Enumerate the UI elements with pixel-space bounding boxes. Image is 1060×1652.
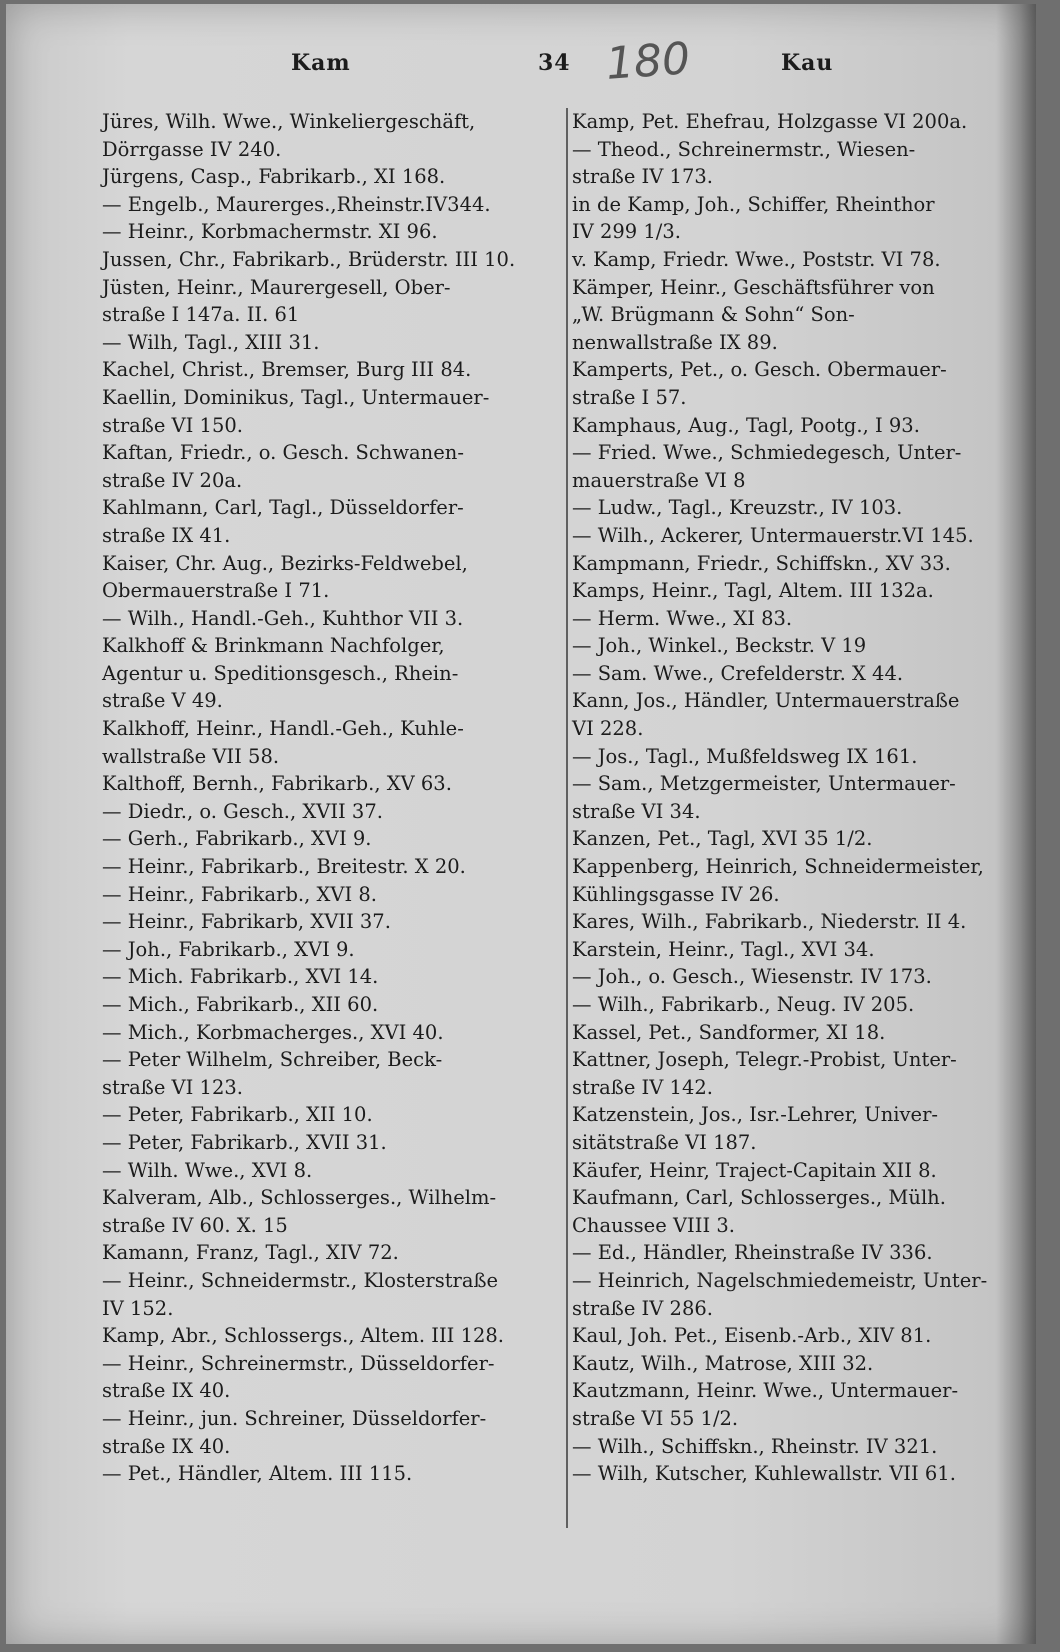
directory-line-text: straße VI 34. — [572, 799, 701, 823]
directory-line — [572, 660, 1012, 688]
directory-line-text: wallstraße VII 58. — [102, 744, 280, 768]
left-keyword: Kam — [291, 50, 351, 76]
directory-line — [102, 908, 542, 936]
directory-line-text: — Pet., Händler, Altem. III 115. — [102, 1462, 413, 1486]
directory-line-text: Kämper, Heinr., Geschäftsführer von — [572, 275, 935, 299]
directory-line-text: straße IV 20a. — [102, 468, 243, 492]
directory-line-text: — Peter, Fabrikarb., XVII 31. — [102, 1130, 387, 1154]
directory-line-text: Kamps, Heinr., Tagl, Altem. III 132a. — [572, 579, 934, 603]
directory-line — [572, 825, 1012, 853]
directory-line — [572, 329, 1012, 357]
directory-line-text: — Heinr., Schneidermstr., Klosterstraße — [102, 1268, 499, 1292]
directory-line — [572, 301, 1012, 329]
directory-line-text: — Theod., Schreinermstr., Wiesen- — [572, 137, 916, 161]
directory-line — [102, 1101, 542, 1129]
directory-line — [102, 798, 542, 826]
directory-line — [102, 439, 542, 467]
directory-line-text: — Mich., Fabrikarb., XII 60. — [102, 993, 379, 1016]
directory-line — [102, 770, 542, 798]
directory-line-text: Kautzmann, Heinr. Wwe., Untermauer- — [572, 1379, 959, 1403]
directory-line-text: — Wilh., Fabrikarb., Neug. IV 205. — [572, 993, 915, 1016]
directory-page — [6, 4, 1036, 1644]
directory-line-text: — Heinrich, Nagelschmiedemeistr, Unter- — [572, 1268, 988, 1292]
directory-line — [572, 412, 1012, 440]
directory-line — [572, 191, 1012, 219]
right-column — [572, 108, 1012, 1488]
directory-line — [572, 605, 1012, 633]
directory-line — [572, 991, 1012, 1019]
directory-line-text: straße IX 41. — [102, 523, 231, 547]
directory-line — [572, 577, 1012, 605]
directory-line — [102, 136, 542, 164]
directory-line — [572, 1377, 1012, 1405]
directory-line-text: straße IV 286. — [572, 1296, 713, 1320]
directory-line — [572, 687, 1012, 715]
directory-line-text: Obermauerstraße I 71. — [102, 579, 330, 603]
directory-line — [102, 1460, 542, 1488]
directory-line-text: mauerstraße VI 8 — [572, 468, 746, 492]
directory-line-text: „W. Brügmann & Sohn“ Son- — [572, 303, 855, 327]
directory-line-text: Kaftan, Friedr., o. Gesch. Schwanen- — [102, 441, 464, 465]
directory-line-text: — Wilh., Handl.-Geh., Kuhthor VII 3. — [102, 606, 464, 630]
directory-line-text: — Jos., Tagl., Mußfeldsweg IX 161. — [572, 744, 918, 768]
directory-line-text: — Wilh. Wwe., XVI 8. — [102, 1158, 313, 1182]
directory-line — [572, 439, 1012, 467]
directory-line — [572, 1184, 1012, 1212]
directory-line-text: — Joh., Fabrikarb., XVI 9. — [102, 937, 355, 961]
directory-line — [102, 881, 542, 909]
directory-line-text: — Joh., Winkel., Beckstr. V 19 — [572, 634, 867, 658]
directory-line — [572, 1129, 1012, 1157]
directory-line-text: straße V 49. — [102, 689, 223, 713]
directory-line-text: IV 152. — [102, 1296, 174, 1320]
directory-line-text: Dörrgasse IV 240. — [102, 137, 282, 161]
directory-line — [102, 605, 542, 633]
directory-line — [102, 687, 542, 715]
directory-line-text: Kalveram, Alb., Schlosserges., Wilhelm- — [102, 1186, 497, 1210]
directory-line — [572, 1101, 1012, 1129]
directory-line-text: Kamperts, Pet., o. Gesch. Obermauer- — [572, 358, 947, 382]
directory-line-text: Käufer, Heinr, Traject-Capitain XII 8. — [572, 1158, 937, 1182]
directory-line-text: Jürgens, Casp., Fabrikarb., XI 168. — [102, 165, 446, 189]
directory-line-text: Jüres, Wilh. Wwe., Winkeliergeschäft, — [102, 110, 476, 133]
directory-line — [102, 743, 542, 771]
directory-line-text: — Fried. Wwe., Schmiedegesch, Unter- — [572, 441, 962, 465]
directory-line — [102, 246, 542, 274]
directory-line-text: — Wilh, Kutscher, Kuhlewallstr. VII 61. — [572, 1462, 956, 1486]
directory-line-text: — Heinr., Fabrikarb., XVI 8. — [102, 882, 377, 906]
directory-line — [572, 1239, 1012, 1267]
directory-line — [572, 1212, 1012, 1240]
directory-line — [102, 1046, 542, 1074]
directory-line — [102, 963, 542, 991]
directory-line — [572, 1350, 1012, 1378]
directory-line-text: straße I 57. — [572, 385, 687, 409]
right-keyword: Kau — [781, 50, 834, 76]
directory-line — [102, 660, 542, 688]
directory-line — [102, 494, 542, 522]
directory-line-text: Kamp, Pet. Ehefrau, Holzgasse VI 200a. — [572, 110, 968, 133]
directory-line-text: — Ed., Händler, Rheinstraße IV 336. — [572, 1241, 933, 1265]
directory-line-text: Katzenstein, Jos., Isr.-Lehrer, Univer- — [572, 1103, 938, 1127]
directory-line-text: — Engelb., Maurerges.,Rheinstr.IV344. — [102, 192, 491, 216]
directory-line-text: straße IV 142. — [572, 1075, 713, 1099]
directory-line-text: — Sam., Metzgermeister, Untermauer- — [572, 772, 956, 796]
directory-line-text: Kamp, Abr., Schlossergs., Altem. III 128. — [102, 1324, 504, 1348]
handwritten-number: 180 — [604, 33, 692, 90]
page-header — [6, 33, 1036, 90]
directory-line-text: in de Kamp, Joh., Schiffer, Rheinthor — [572, 192, 935, 216]
directory-line-text: — Ludw., Tagl., Kreuzstr., IV 103. — [572, 496, 903, 520]
directory-line — [572, 798, 1012, 826]
directory-line — [102, 329, 542, 357]
directory-line — [572, 163, 1012, 191]
directory-line-text: Kaufmann, Carl, Schlosserges., Mülh. — [572, 1186, 946, 1210]
directory-line — [572, 936, 1012, 964]
directory-line — [102, 384, 542, 412]
directory-line — [102, 1019, 542, 1047]
page-number: 34 — [538, 50, 571, 76]
directory-line — [102, 1295, 542, 1323]
directory-line — [102, 1157, 542, 1185]
directory-line — [572, 356, 1012, 384]
directory-line — [102, 550, 542, 578]
directory-line-text: — Heinr., Fabrikarb, XVII 37. — [102, 910, 391, 934]
directory-line-text: Kappenberg, Heinrich, Schneidermeister, — [572, 855, 984, 879]
directory-line-text: sitätstraße VI 187. — [572, 1130, 757, 1154]
directory-line — [102, 467, 542, 495]
directory-line-text: straße IX 40. — [102, 1434, 231, 1458]
directory-line-text: straße I 147a. II. 61 — [102, 303, 300, 327]
directory-line — [102, 218, 542, 246]
directory-line-text: Kühlingsgasse IV 26. — [572, 882, 780, 906]
directory-line — [572, 1074, 1012, 1102]
directory-line — [102, 1350, 542, 1378]
directory-line-text: straße IV 173. — [572, 165, 713, 189]
directory-line — [572, 743, 1012, 771]
directory-line-text: straße IV 60. X. 15 — [102, 1213, 288, 1237]
directory-line-text: Kahlmann, Carl, Tagl., Düsseldorfer- — [102, 496, 464, 520]
directory-line-text: — Herm. Wwe., XI 83. — [572, 606, 793, 630]
directory-line-text: Jüsten, Heinr., Maurergesell, Ober- — [102, 275, 451, 299]
directory-line — [572, 881, 1012, 909]
column-divider — [566, 108, 568, 1528]
directory-line — [572, 1267, 1012, 1295]
directory-line-text: — Heinr., Korbmachermstr. XI 96. — [102, 220, 438, 244]
directory-line — [572, 770, 1012, 798]
directory-line — [102, 522, 542, 550]
directory-line — [572, 1019, 1012, 1047]
directory-line — [102, 1184, 542, 1212]
directory-line — [572, 715, 1012, 743]
directory-line — [572, 908, 1012, 936]
directory-line — [102, 1129, 542, 1157]
directory-line-text: — Heinr., jun. Schreiner, Düsseldorfer- — [102, 1406, 487, 1430]
directory-line — [102, 1074, 542, 1102]
directory-line-text: straße IX 40. — [102, 1379, 231, 1403]
directory-line-text: Kaul, Joh. Pet., Eisenb.-Arb., XIV 81. — [572, 1324, 932, 1348]
directory-line-text: nenwallstraße IX 89. — [572, 330, 778, 354]
directory-line — [572, 1322, 1012, 1350]
directory-line-text: Kanzen, Pet., Tagl, XVI 35 1/2. — [572, 827, 873, 851]
directory-line-text: Kamann, Franz, Tagl., XIV 72. — [102, 1241, 399, 1265]
directory-line-text: Chaussee VIII 3. — [572, 1213, 735, 1237]
directory-line-text: Agentur u. Speditionsgesch., Rhein- — [102, 661, 459, 685]
directory-line — [102, 301, 542, 329]
directory-line — [102, 191, 542, 219]
directory-line-text: VI 228. — [572, 717, 644, 741]
directory-line — [102, 274, 542, 302]
directory-line — [572, 274, 1012, 302]
directory-line-text: Kaellin, Dominikus, Tagl., Untermauer- — [102, 385, 490, 409]
directory-line — [102, 1212, 542, 1240]
directory-line — [102, 1239, 542, 1267]
directory-line-text: — Joh., o. Gesch., Wiesenstr. IV 173. — [572, 965, 932, 989]
directory-line — [572, 136, 1012, 164]
directory-line-text: straße VI 123. — [102, 1075, 243, 1099]
directory-line — [572, 108, 1012, 136]
directory-line-text: Karstein, Heinr., Tagl., XVI 34. — [572, 937, 875, 961]
directory-line-text: — Wilh, Tagl., XIII 31. — [102, 330, 320, 354]
directory-line — [572, 384, 1012, 412]
directory-line-text: — Peter, Fabrikarb., XII 10. — [102, 1103, 373, 1127]
directory-line-text: — Heinr., Schreinermstr., Düsseldorfer- — [102, 1351, 495, 1375]
directory-line — [572, 632, 1012, 660]
directory-line-text: Kattner, Joseph, Telegr.-Probist, Unter- — [572, 1048, 957, 1072]
directory-line — [572, 1460, 1012, 1488]
directory-line-text: — Mich. Fabrikarb., XVI 14. — [102, 965, 379, 989]
directory-line-text: IV 299 1/3. — [572, 220, 681, 244]
directory-line — [102, 1433, 542, 1461]
directory-line — [102, 715, 542, 743]
directory-line-text: Kares, Wilh., Fabrikarb., Niederstr. II 4. — [572, 910, 967, 934]
directory-line — [572, 246, 1012, 274]
directory-line — [102, 853, 542, 881]
directory-line — [102, 825, 542, 853]
directory-line-text: Kalkhoff, Heinr., Handl.-Geh., Kuhle- — [102, 717, 464, 741]
directory-line-text: Kaiser, Chr. Aug., Bezirks-Feldwebel, — [102, 551, 468, 575]
directory-line — [572, 218, 1012, 246]
directory-line — [102, 108, 542, 136]
directory-line — [572, 1157, 1012, 1185]
directory-line-text: Kassel, Pet., Sandformer, XI 18. — [572, 1020, 886, 1044]
directory-line — [102, 412, 542, 440]
directory-line — [572, 494, 1012, 522]
directory-line-text: Jussen, Chr., Fabrikarb., Brüderstr. III 10. — [102, 247, 516, 271]
directory-line — [102, 1377, 542, 1405]
directory-line — [572, 1433, 1012, 1461]
directory-line-text: — Wilh., Schiffskn., Rheinstr. IV 321. — [572, 1434, 938, 1458]
directory-line-text: Kachel, Christ., Bremser, Burg III 84. — [102, 358, 472, 382]
directory-line-text: Kalthoff, Bernh., Fabrikarb., XV 63. — [102, 772, 452, 796]
directory-line-text: v. Kamp, Friedr. Wwe., Poststr. VI 78. — [572, 247, 941, 271]
directory-line — [102, 577, 542, 605]
directory-line-text: Kamphaus, Aug., Tagl, Pootg., I 93. — [572, 413, 920, 437]
directory-line — [572, 550, 1012, 578]
directory-line — [572, 963, 1012, 991]
directory-line-text: — Heinr., Fabrikarb., Breitestr. X 20. — [102, 855, 466, 879]
directory-line — [102, 632, 542, 660]
directory-line — [572, 1046, 1012, 1074]
directory-line-text: Kampmann, Friedr., Schiffskn., XV 33. — [572, 551, 951, 575]
directory-line — [102, 356, 542, 384]
directory-line — [102, 163, 542, 191]
directory-line-text: straße VI 55 1/2. — [572, 1406, 739, 1430]
directory-line-text: — Gerh., Fabrikarb., XVI 9. — [102, 827, 372, 851]
directory-line — [572, 467, 1012, 495]
directory-line — [572, 1295, 1012, 1323]
directory-line — [102, 1405, 542, 1433]
directory-line — [102, 1267, 542, 1295]
directory-line-text: — Diedr., o. Gesch., XVII 37. — [102, 799, 383, 823]
directory-line-text: Kalkhoff & Brinkmann Nachfolger, — [102, 634, 445, 658]
directory-line — [102, 991, 542, 1019]
directory-line — [572, 853, 1012, 881]
directory-line — [572, 1405, 1012, 1433]
directory-line — [572, 522, 1012, 550]
directory-line-text: — Mich., Korbmacherges., XVI 40. — [102, 1020, 444, 1044]
directory-line-text: — Peter Wilhelm, Schreiber, Beck- — [102, 1048, 443, 1072]
directory-line — [102, 936, 542, 964]
directory-line-text: — Wilh., Ackerer, Untermauerstr.VI 145. — [572, 523, 974, 547]
directory-line-text: — Sam. Wwe., Crefelderstr. X 44. — [572, 661, 904, 685]
left-column — [102, 108, 542, 1488]
directory-line — [102, 1322, 542, 1350]
directory-line-text: Kautz, Wilh., Matrose, XIII 32. — [572, 1351, 874, 1375]
directory-line-text: straße VI 150. — [102, 413, 243, 437]
directory-line-text: Kann, Jos., Händler, Untermauerstraße — [572, 689, 960, 713]
